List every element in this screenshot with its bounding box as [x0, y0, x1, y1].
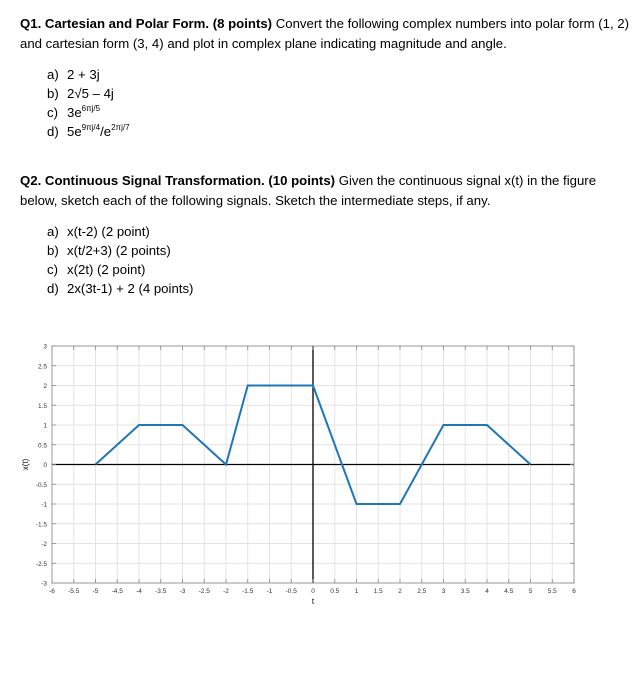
x-tick-label: 4.5 [504, 588, 514, 595]
question-1-parts [47, 65, 130, 141]
question-2-text: Given the continuous signal x(t) in the figure below, sketch each of the following signals. Sketch the intermediate steps, if any. [20, 173, 597, 208]
question-2-title: Q2. Continuous Signal Transformation. (10 points) [20, 173, 336, 188]
y-tick-label: -1 [41, 501, 47, 509]
y-tick-label: -1.5 [35, 521, 47, 529]
x-tick-label: -5 [92, 588, 99, 595]
q1-part-a: a) 2 + 3j [47, 67, 100, 82]
q2-part-a: a) x(t-2) (2 point) [47, 224, 150, 239]
x-tick-label: -3 [179, 588, 186, 595]
question-2 [20, 171, 636, 211]
x-tick-label: -1 [266, 588, 273, 595]
q1-part-c: c) $3e^{6\pi j/5}$ [47, 104, 101, 120]
question-1-title: Q1. Cartesian and Polar Form. (8 points) [20, 16, 273, 31]
x-tick-label: 0 [311, 588, 315, 595]
x-tick-label: 1 [354, 588, 359, 595]
question-1 [20, 14, 636, 54]
question-2-parts [47, 222, 193, 298]
x-tick-label: -2.5 [198, 588, 210, 595]
y-tick-label: 1.5 [37, 402, 47, 410]
y-tick-label: 1 [43, 422, 47, 430]
x-tick-label: 1.5 [373, 588, 383, 595]
x-tick-label: 5 [528, 588, 533, 595]
x-tick-label: -5.5 [68, 588, 80, 595]
x-tick-label: 4 [485, 588, 489, 595]
y-tick-label: -2.5 [35, 560, 47, 568]
y-tick-label: 0.5 [37, 442, 47, 450]
x-tick-label: -2 [223, 588, 229, 595]
y-axis-label: x(t) [21, 458, 30, 471]
x-tick-label: 5.5 [547, 588, 557, 595]
x-tick-label: 3.5 [460, 588, 470, 595]
x-tick-label: -0.5 [285, 588, 297, 595]
q2-part-c: c) x(2t) (2 point) [47, 262, 146, 277]
y-tick-label: -2 [41, 541, 47, 548]
x-tick-label: 6 [572, 588, 576, 595]
y-tick-label: 0 [43, 462, 47, 469]
x-tick-label: -6 [49, 588, 55, 595]
question-1-text: Convert the following complex numbers into polar form (1, 2) and cartesian form (3, 4) and plot in complex plane indicating magnitude and angle. [20, 16, 630, 51]
q2-part-b: b) x(t/2+3) (2 points) [47, 243, 171, 258]
q1-part-b: b) 2√5 – 4j [47, 86, 114, 101]
y-tick-label: -0.5 [35, 481, 47, 489]
x-tick-label: -4.5 [111, 588, 123, 595]
x-tick-label: -4 [136, 588, 142, 595]
q2-part-d: d) 2x(3t-1) + 2 (4 points) [47, 281, 194, 296]
chart-axes [52, 346, 574, 583]
x-tick-label: -1.5 [242, 588, 254, 595]
y-tick-label: 2.5 [37, 363, 47, 371]
x-tick-label: 2 [398, 588, 402, 595]
y-tick-label: 3 [43, 343, 47, 351]
x-tick-label: 3 [441, 588, 446, 595]
y-tick-label: 2 [43, 383, 47, 390]
x-axis-label: t [311, 597, 315, 606]
x-tick-label: 2.5 [417, 588, 427, 595]
y-tick-label: -3 [41, 580, 47, 588]
q1-part-d: d) $5e^{9\pi j/4}/e^{2\pi j/7}$ [47, 123, 130, 139]
x-tick-label: 0.5 [330, 588, 340, 595]
x-tick-label: -3.5 [155, 588, 167, 595]
signal-chart [18, 340, 594, 610]
